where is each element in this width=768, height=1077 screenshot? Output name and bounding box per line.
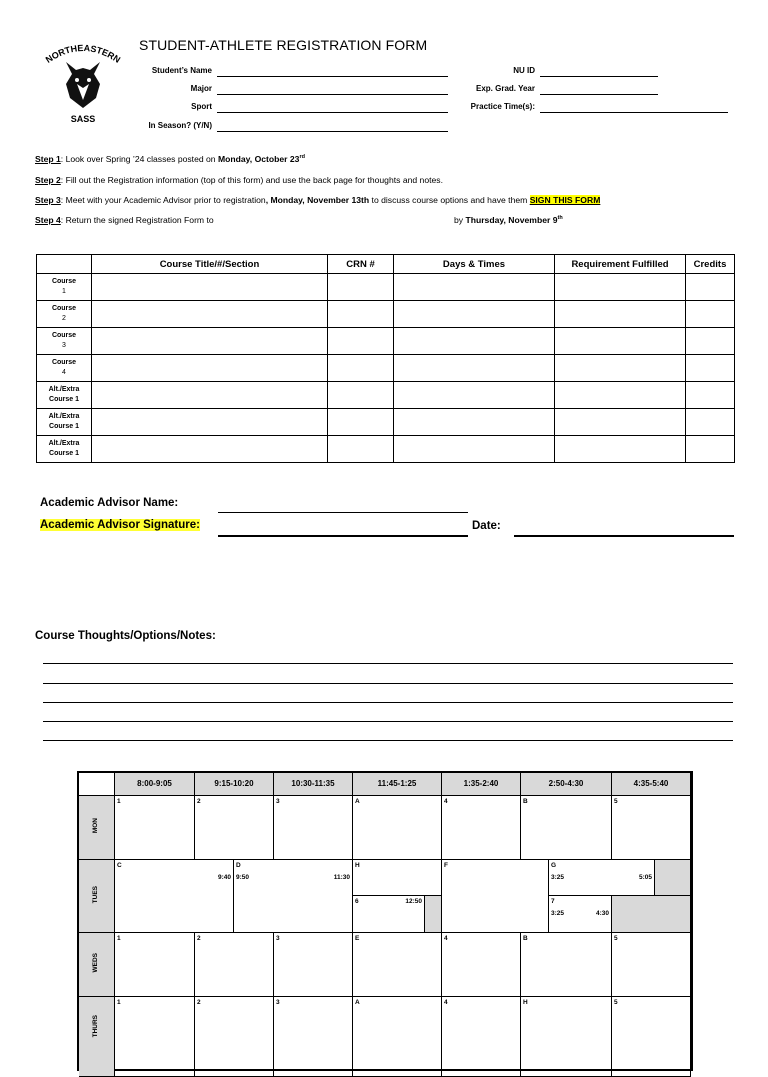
- logo-bottom-text: SASS: [70, 114, 96, 124]
- notes-line[interactable]: [43, 721, 733, 722]
- schedule-slot[interactable]: 1: [115, 933, 195, 997]
- day-cell-weds: WEDS: [79, 933, 115, 997]
- in-season-label: In Season? (Y/N): [148, 121, 212, 130]
- time-header: 9:15-10:20: [195, 773, 274, 796]
- crn-cell[interactable]: [328, 355, 394, 382]
- requirement-cell[interactable]: [555, 382, 686, 409]
- day-cell-mon: MON: [79, 796, 115, 860]
- crn-cell[interactable]: [328, 328, 394, 355]
- schedule-slot[interactable]: A: [353, 796, 442, 860]
- students-name-label: Student’s Name: [151, 66, 212, 75]
- practice-times-label: Practice Time(s):: [470, 102, 535, 111]
- days-times-cell[interactable]: [394, 328, 555, 355]
- step-4-deadline: by Thursday, November 9th: [454, 215, 563, 225]
- schedule-slot[interactable]: 1: [115, 997, 195, 1077]
- advisor-signature-field[interactable]: [218, 535, 468, 537]
- nu-id-field[interactable]: [540, 76, 658, 77]
- credits-cell[interactable]: [686, 382, 735, 409]
- schedule-slot[interactable]: 3: [274, 933, 353, 997]
- schedule-slot[interactable]: 3: [274, 796, 353, 860]
- row-label: Course 2: [37, 301, 92, 328]
- requirement-cell[interactable]: [555, 274, 686, 301]
- students-name-field[interactable]: [217, 76, 448, 77]
- course-title-cell[interactable]: [92, 328, 328, 355]
- time-header: 10:30-11:35: [274, 773, 353, 796]
- course-registration-table: [36, 254, 735, 463]
- requirement-cell[interactable]: [555, 301, 686, 328]
- requirement-cell[interactable]: [555, 436, 686, 463]
- schedule-slot[interactable]: 2: [195, 997, 274, 1077]
- table-header-course-title: Course Title/#/Section: [92, 255, 328, 274]
- credits-cell[interactable]: [686, 328, 735, 355]
- row-label: Alt./Extra Course 1: [37, 436, 92, 463]
- notes-line[interactable]: [43, 683, 733, 684]
- schedule-slot[interactable]: B: [521, 933, 612, 997]
- schedule-gap: [655, 860, 691, 896]
- day-cell-tues: TUES: [79, 860, 115, 933]
- major-label: Major: [190, 84, 212, 93]
- crn-cell[interactable]: [328, 436, 394, 463]
- schedule-slot[interactable]: B: [521, 796, 612, 860]
- time-header: 1:35-2:40: [442, 773, 521, 796]
- row-label: Course 1: [37, 274, 92, 301]
- credits-cell[interactable]: [686, 301, 735, 328]
- days-times-cell[interactable]: [394, 409, 555, 436]
- husky-icon: [44, 40, 122, 126]
- schedule-slot-c[interactable]: C 9:40: [115, 860, 234, 933]
- row-label: Course 3: [37, 328, 92, 355]
- day-cell-thurs: THURS: [79, 997, 115, 1077]
- requirement-cell[interactable]: [555, 409, 686, 436]
- table-row: [37, 328, 735, 355]
- credits-cell[interactable]: [686, 274, 735, 301]
- practice-times-field[interactable]: [540, 112, 728, 113]
- nu-id-label: NU ID: [513, 66, 535, 75]
- northeastern-sass-logo: [44, 40, 122, 126]
- time-header: 2:50-4:30: [521, 773, 612, 796]
- notes-line[interactable]: [43, 663, 733, 664]
- crn-cell[interactable]: [328, 274, 394, 301]
- course-title-cell[interactable]: [92, 301, 328, 328]
- course-title-cell[interactable]: [92, 382, 328, 409]
- days-times-cell[interactable]: [394, 274, 555, 301]
- step-2: Step 2: Fill out the Registration information (top of this form) and use the back page for thoughts and notes.: [35, 175, 443, 185]
- in-season-field[interactable]: [217, 131, 448, 132]
- schedule-slot-7[interactable]: 7 3:25 4:30: [549, 896, 612, 933]
- table-row: [37, 409, 735, 436]
- course-title-cell[interactable]: [92, 274, 328, 301]
- schedule-slot[interactable]: H: [521, 997, 612, 1077]
- table-row: [37, 355, 735, 382]
- step-1: Step 1: Look over Spring ’24 classes posted on Monday, October 23rd: [35, 154, 305, 164]
- schedule-slot[interactable]: 5: [612, 796, 691, 860]
- time-header: 4:35-5:40: [612, 773, 691, 796]
- notes-label: Course Thoughts/Options/Notes:: [35, 630, 216, 642]
- table-header-blank: [37, 255, 92, 274]
- row-label: Course 4: [37, 355, 92, 382]
- svg-text:NORTHEASTERN: [44, 43, 122, 65]
- schedule-slot[interactable]: 2: [195, 933, 274, 997]
- days-times-cell[interactable]: [394, 382, 555, 409]
- grad-year-field[interactable]: [540, 94, 658, 95]
- table-header-days-times: Days & Times: [394, 255, 555, 274]
- schedule-slot[interactable]: 4: [442, 933, 521, 997]
- table-header-requirement: Requirement Fulfilled: [555, 255, 686, 274]
- schedule-slot[interactable]: 3: [274, 997, 353, 1077]
- table-header-credits: Credits: [686, 255, 735, 274]
- credits-cell[interactable]: [686, 355, 735, 382]
- row-label: Alt./Extra Course 1: [37, 409, 92, 436]
- row-label: Alt./Extra Course 1: [37, 382, 92, 409]
- advisor-signature-label: Academic Advisor Signature:: [40, 519, 200, 531]
- sport-label: Sport: [191, 102, 212, 111]
- schedule-slot-h[interactable]: H: [353, 860, 442, 896]
- schedule-gap: [425, 896, 442, 933]
- schedule-slot[interactable]: 4: [442, 997, 521, 1077]
- grad-year-label: Exp. Grad. Year: [476, 84, 535, 93]
- course-title-cell[interactable]: [92, 436, 328, 463]
- crn-cell[interactable]: [328, 409, 394, 436]
- days-times-cell[interactable]: [394, 355, 555, 382]
- schedule-slot-d[interactable]: D 9:50 11:30: [234, 860, 353, 933]
- schedule-slot-g[interactable]: G 3:25 5:05: [549, 860, 655, 896]
- table-row: [37, 301, 735, 328]
- advisor-name-field[interactable]: [218, 512, 468, 513]
- crn-cell[interactable]: [328, 301, 394, 328]
- days-times-cell[interactable]: [394, 301, 555, 328]
- schedule-corner: [79, 773, 115, 796]
- requirement-cell[interactable]: [555, 355, 686, 382]
- schedule-slot[interactable]: 5: [612, 997, 691, 1077]
- form-title: STUDENT-ATHLETE REGISTRATION FORM: [139, 37, 428, 53]
- major-field[interactable]: [217, 94, 448, 95]
- credits-cell[interactable]: [686, 409, 735, 436]
- schedule-slot[interactable]: 5: [612, 933, 691, 997]
- table-header-row: [37, 255, 735, 274]
- logo-top-text: NORTHEASTERN: [44, 42, 122, 65]
- table-header-crn: CRN #: [328, 255, 394, 274]
- time-header: 8:00-9:05: [115, 773, 195, 796]
- table-row: [37, 382, 735, 409]
- date-label: Date:: [472, 520, 501, 532]
- table-row: [37, 274, 735, 301]
- days-times-cell[interactable]: [394, 436, 555, 463]
- schedule-slot[interactable]: 1: [115, 796, 195, 860]
- weekly-schedule-grid: [77, 771, 693, 1071]
- sport-field[interactable]: [217, 112, 448, 113]
- schedule-slot[interactable]: 4: [442, 796, 521, 860]
- time-header: 11:45-1:25: [353, 773, 442, 796]
- course-title-cell[interactable]: [92, 409, 328, 436]
- sign-form-highlight: SIGN THIS FORM: [529, 195, 601, 205]
- requirement-cell[interactable]: [555, 328, 686, 355]
- advisor-name-label: Academic Advisor Name:: [40, 497, 179, 509]
- schedule-slot[interactable]: E: [353, 933, 442, 997]
- credits-cell[interactable]: [686, 436, 735, 463]
- schedule-slot-6[interactable]: 6 12:50: [353, 896, 425, 933]
- schedule-slot[interactable]: 2: [195, 796, 274, 860]
- crn-cell[interactable]: [328, 382, 394, 409]
- schedule-slot-f[interactable]: F: [442, 860, 549, 933]
- course-title-cell[interactable]: [92, 355, 328, 382]
- notes-line[interactable]: [43, 702, 733, 703]
- table-row: [37, 436, 735, 463]
- step-4: Step 4: Return the signed Registration Form to: [35, 215, 214, 225]
- schedule-slot[interactable]: A: [353, 997, 442, 1077]
- schedule-gap: [612, 896, 691, 933]
- step-3: Step 3: Meet with your Academic Advisor prior to registration, Monday, November 13th to discuss course options and have them SIGN THIS FORM: [35, 195, 601, 205]
- date-field[interactable]: [514, 535, 734, 537]
- notes-line[interactable]: [43, 740, 733, 741]
